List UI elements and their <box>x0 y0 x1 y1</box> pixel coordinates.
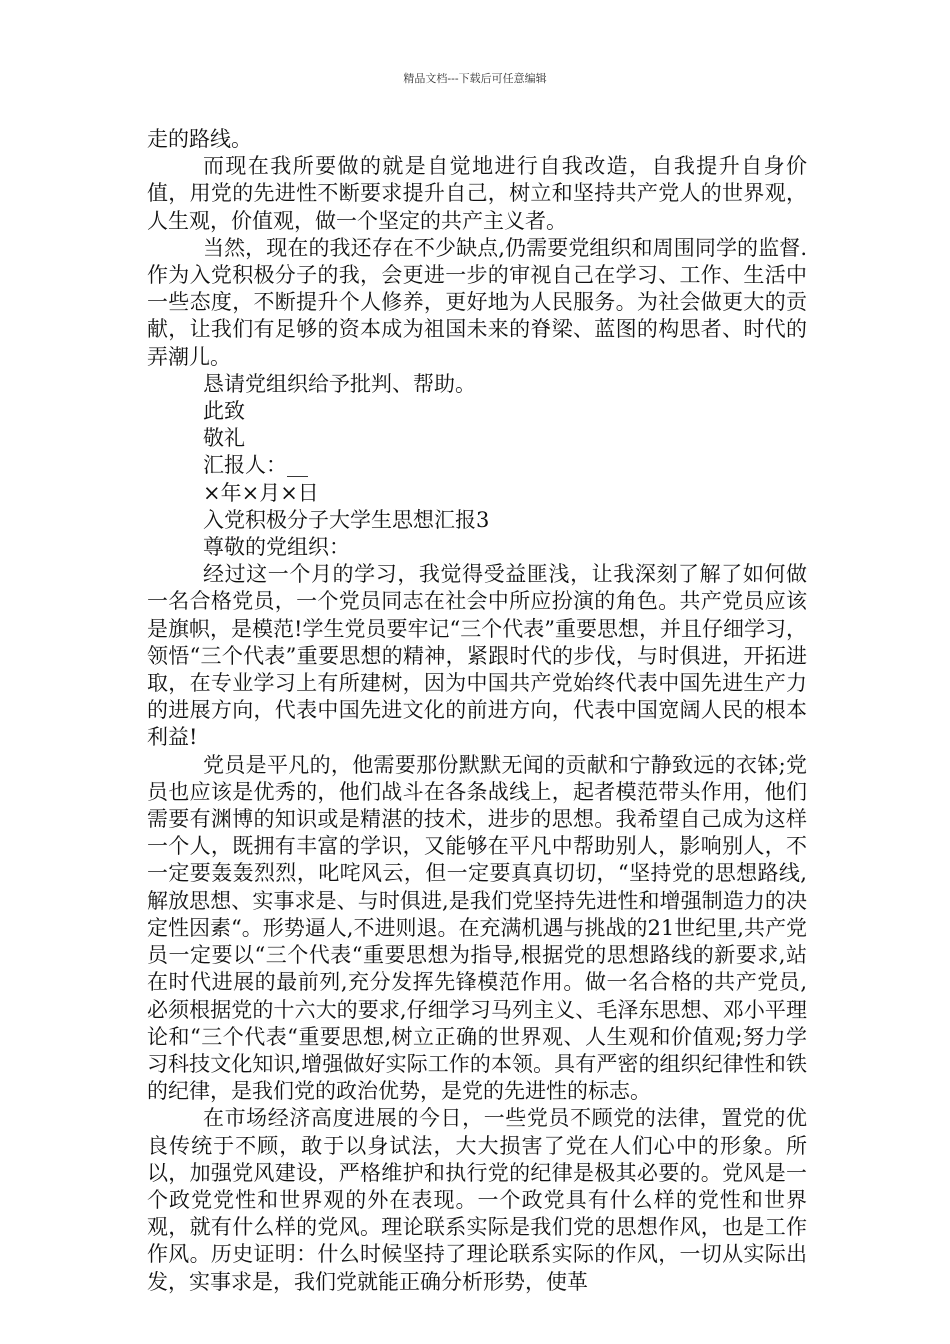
paragraph-learning: 经过这一个月的学习，我觉得受益匪浅，让我深刻了解了如何做一名合格党员，一个党员同志在社会中所应扮演的角色。共产党员应该是旗帜，是模范!学生党员要牢记“三个代表”重要思想，并且仔细学习，领悟“三个代表”重要思想的精神，紧跟时代的步伐，与时俱进，开拓进取，在专业学习上有所建树，因为中国共产党始终代表中国先进生产力的进展方向，代表中国先进文化的前进方向，代表中国宽阔人民的根本利益! <box>147 562 807 750</box>
paragraph-shortcomings: 当然，现在的我还存在不少缺点,仍需要党组织和周围同学的监督.作为入党积极分子的我，会更进一步的审视自己在学习、工作、生活中一些态度，不断提升个人修养，更好地为人民服务。为社会做更大的贡献，让我们有足够的资本成为祖国未来的脊梁、蓝图的构思者、时代的弄潮儿。 <box>147 235 807 369</box>
paragraph-continuation: 走的路线。 <box>147 127 252 151</box>
greeting-line: 尊敬的党组织： <box>203 535 350 560</box>
closing-regards: 敬礼 <box>203 426 245 451</box>
paragraph-party-style: 在市场经济高度进展的今日，一些党员不顾党的法律，置党的优良传统于不顾，敢于以身试法，大大损害了党在人们心中的形象。所以，加强党风建设，严格维护和执行党的纪律是极其必要的。党风是一个政党党性和世界观的外在表现。一个政党具有什么样的党性和世界观，就有什么样的党风。理论联系实际是我们党的思想作风，也是工作作风。历史证明：什么时候坚持了理论联系实际的作风，一切从实际出发，实事求是，我们党就能正确分析形势，使革 <box>147 1106 807 1294</box>
page-header: 精品文档---下载后可任意编辑 <box>403 72 547 85</box>
document-body <box>147 126 807 1296</box>
date-line: ×年×月×日 <box>203 480 319 505</box>
closing-salutation: 此致 <box>203 399 245 424</box>
paragraph-request: 恳请党组织给予批判、帮助。 <box>203 371 476 396</box>
paragraph-self-improvement: 而现在我所要做的就是自觉地进行自我改造，自我提升自身价值，用党的先进性不断要求提升自己，树立和坚持共产党人的世界观，人生观，价值观，做一个坚定的共产主义者。 <box>147 154 807 233</box>
reporter-line: 汇报人：__ <box>203 453 308 478</box>
section-title: 入党积极分子大学生思想汇报3 <box>203 507 490 532</box>
paragraph-party-member: 党员是平凡的，他需要那份默默无闻的贡献和宁静致远的衣钵;党员也应该是优秀的，他们战斗在各条战线上，起者模范带头作用，他们需要有渊博的知识或是精湛的技术，进步的思想。我希望自己成为这样一个人，既拥有丰富的学识，又能够在平凡中帮助别人，影响别人，不一定要轰轰烈烈，叱咤风云，但一定要真真切切，“坚持党的思想路线,解放思想、实事求是、与时俱进,是我们党坚持先进性和增强制造力的决定性因素“。形势逼人,不进则退。在充满机遇与挑战的21世纪里,共产党员一定要以“三个代表“重要思想为指导,根据党的思想路线的新要求,站在时代进展的最前列,充分发挥先锋模范作用。做一名合格的共产党员,必须根据党的十六大的要求,仔细学习马列主义、毛泽东思想、邓小平理论和“三个代表“重要思想,树立正确的世界观、人生观和价值观;努力学习科技文化知识,增强做好实际工作的本领。具有严密的组织纪律性和铁的纪律，是我们党的政治优势，是党的先进性的标志。 <box>147 752 807 1104</box>
